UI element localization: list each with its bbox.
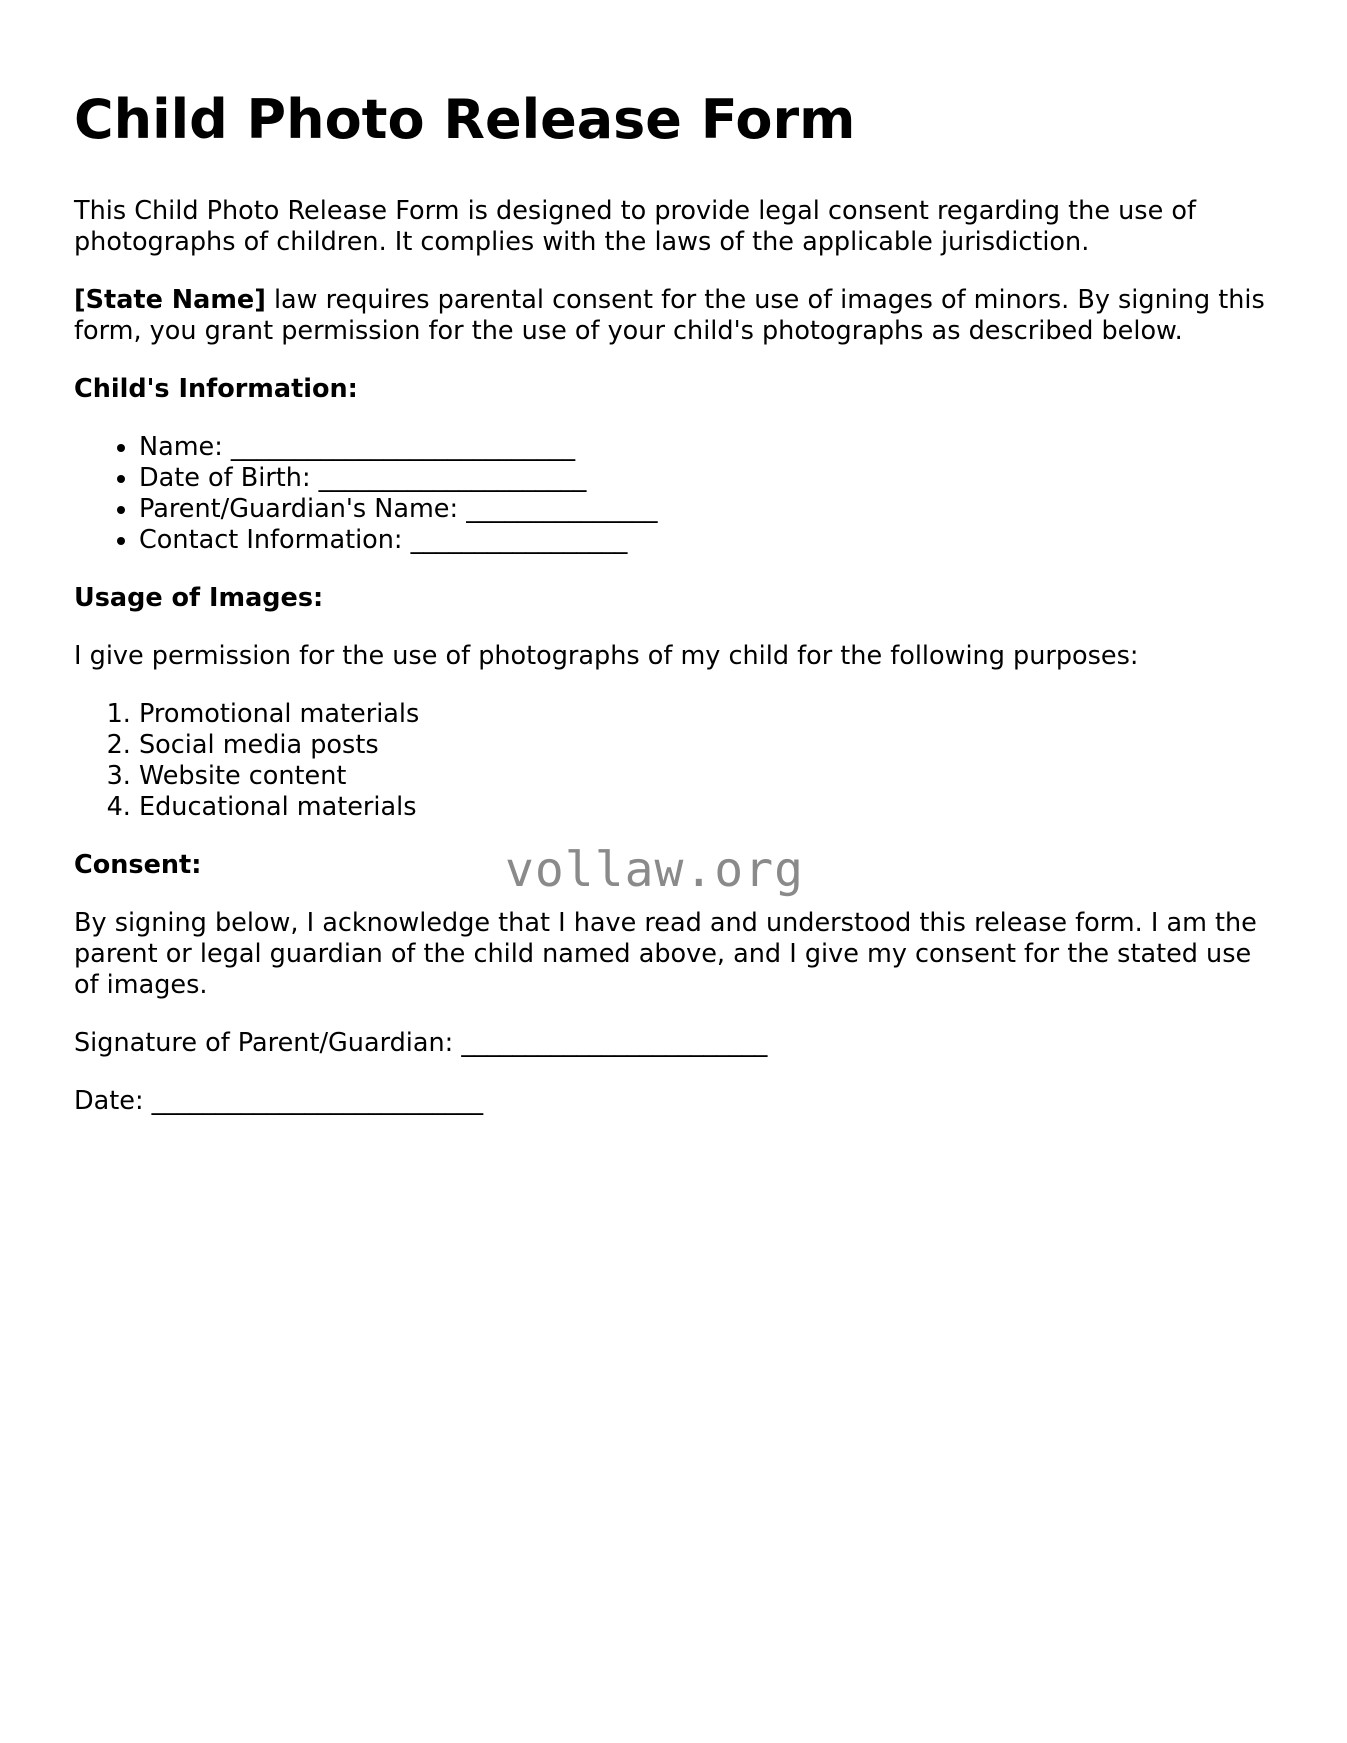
contact-info-field[interactable]: • Contact Information: _________________ [139,525,1274,556]
document-page [74,88,1274,1144]
watermark-text: vollaw.org [505,842,804,898]
child-info-heading: Child's Information: [74,374,358,404]
purpose-item: 1. Promotional materials [139,699,1274,730]
signature-field[interactable]: Signature of Parent/Guardian: ________________________ [74,1028,768,1058]
purpose-item: 4. Educational materials [139,792,1274,823]
consent-paragraph: By signing below, I acknowledge that I have read and understood this release form. I am the parent or legal guardian of the child named above, and I give my consent for the stated use of images. [74,908,1257,1000]
purpose-item: 3. Website content [139,761,1274,792]
state-law-text: law requires parental consent for the use of images of minors. By signing this form, you grant permission for the use of your child's photographs as described below. [74,285,1265,346]
purpose-item: 2. Social media posts [139,730,1274,761]
state-name-placeholder: [State Name] [74,285,266,315]
intro-paragraph: This Child Photo Release Form is designed to provide legal consent regarding the use of photographs of children. It complies with the laws of the applicable jurisdiction. [74,196,1196,257]
consent-heading: Consent: [74,850,202,880]
state-law-paragraph [74,285,1274,347]
page-title: Child Photo Release Form [74,88,856,151]
usage-heading: Usage of Images: [74,583,324,613]
child-info-list [74,432,1274,556]
date-field[interactable]: Date: __________________________ [74,1086,484,1116]
child-name-field[interactable]: • Name: ___________________________ [139,432,1274,463]
child-dob-field[interactable]: • Date of Birth: _____________________ [139,463,1274,494]
usage-intro: I give permission for the use of photographs of my child for the following purposes: [74,641,1139,671]
guardian-name-field[interactable]: • Parent/Guardian's Name: _______________ [139,494,1274,525]
usage-purpose-list [74,699,1274,823]
